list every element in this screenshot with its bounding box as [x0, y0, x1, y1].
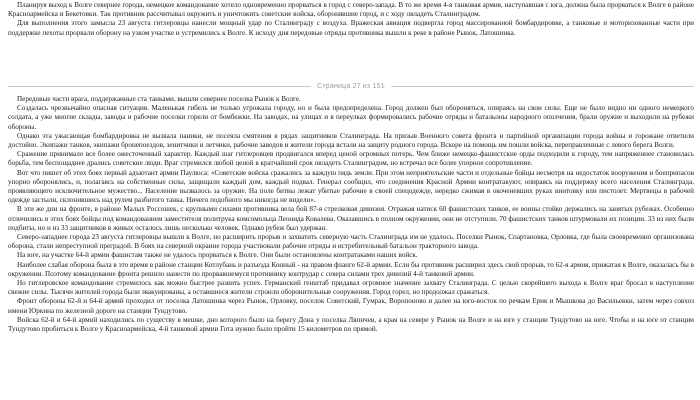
paragraph: Создалась чрезвычайно опасная ситуация. Маленькая гибель не только угрожала городу, но и была предопределена. Город должен был обороняться, опираясь на свои силы. Еще не было видно ни одного немецкого солдата, а уже многие склады, заводы и рабочие поселки горели от бомбежки. На заводах, на улицах и в переулках формировались рабочие отряды и батальоны народного ополчения, брали оружие и выходили на рубежи обороны. [8, 104, 694, 131]
paragraph: Наиболее слабая оборона была в это время в районе станции Котлубань и разъезда Конный - на правом фланге 62-й армии. Если бы противник расширил здесь свой прорыв, то 62-я армия, прижатая к Волге, оказалась бы в окружении. Поэтому командование фронта решило нанести по прорвавшемуся противнику контрудар с севера силами трех дивизий 4-й танковой армии. [8, 260, 694, 278]
text-block-top [8, 1, 694, 77]
paragraph: Планируя выход к Волге севернее города, немецкое командование хотело одновременно прорваться в город с северо-запада. В то же время 4-я танковая армия, наступавшая с юга, должна была прорваться к Волге в районе Красноармейска и Бекетовки. Так противник рассчитывал окружить и уничтожить советские войска, оборонявшие город, и с ходу овладеть Сталинградом. [8, 1, 694, 19]
paragraph: Но гитлеровское командование стремилось как можно быстрее развить успех. Германский генштаб придавал огромное значение захвату Сталинграда. С целью скорейшего выхода к Волге враг бросал в наступление свежие силы. Тысячи жителей города были эвакуированы, а оставшиеся жители строили оборонительные сооружения. Город горел, но продолжал сражаться. [8, 279, 694, 297]
page-indicator: Страница 27 из 151 [311, 81, 391, 92]
paragraph: Фронт обороны 62-й и 64-й армий проходил от поселка Латошинка через Рынок, Орловку, поселок Советский, Гумрак, Воропоново и далее на юго-восток по речкам Ерик и Мышкова до Васильевки, затем через совхоз имени Юркина по железной дороге на станции Тундутово. [8, 297, 694, 315]
paragraph: Вот что пишет об этих боях первый адъютант армии Паулюса: «Советские войска сражались за каждую пядь земли. При этом неприятельские части и отдельные бойцы несмотря на недостаток вооружения и боеприпасов упорно оборонялись, и, полагаясь на собственные силы, защищали каждый дом, каждый подвал. Генерал сообщил, что соединения Красной Армии контратакуют, опираясь на поддержку всего населения Сталинграда, проявляющего исключительное мужество... Население вызвалось за оружие. На поле битвы лежат убитые рабочие в своей спецодежде, нередко сжимая в окоченевших руках винтовку или пистолет. Мертвецы в рабочей одежде застыли, склонившись над рулем разбитого танка. Ничего подобного мы никогда не видели». [8, 168, 694, 205]
paragraph: Сражение принимало все более ожесточенный характер. Каждый шаг гитлеровцев продвигался вперед ценой огромных потерь. Чем ближе немецко-фашистские орды подходили к городу, тем напряженнее становилась борьба, тем беспощаднее дрались советские люди. Враг стремился любой ценой в кратчайший срок овладеть Сталинградом, но встречал все более упорное сопротивление. [8, 150, 694, 168]
paragraph: В эти же дни на фронте, в районе Малых Россошек, с крупными силами противника вела бой 87-я стрелковая дивизия. Отражая натиск 60 фашистских танков, ее воины стойко держались на занятых рубежах. Особенно отличились в этих боях бойцы под командованием заместителя политрука комсомольца Леонида Ковалева. Оказавшись в полном окружении, они не отступили. 70 фашистских танков штурмовали их позиции. 33 из них были подбиты, но и из 33 защитников в живых осталось лишь несколько человек. Однако рубеж был удержан. [8, 205, 694, 232]
paragraph: Северо-западнее города 23 августа гитлеровцы вышли к Волге, но расширить прорыв и захватить северную часть Сталинграда им не удалось. Поселки Рынок, Спартановка, Орловка, где была своевременно организована оборона, стали непреступной преградой. В боях на северной окраине города участвовали рабочие отряды и истребительный батальон тракторного завода. [8, 233, 694, 251]
text-block-bottom [8, 95, 694, 398]
page-separator [8, 81, 694, 92]
paragraph: Войска 62-й и 64-й армий находились по существу в мешке, дно которого было на берегу Дона у поселка Ляпичев, а края на севере у Рынок на Волге и на юге у станции Тундутово на юге. Чтобы и на юге от станции Тундутово пробиться к Волге у Красноармейска, 4-й танковой армии Гота нужно было пройти 15 километров по прямой. [8, 315, 694, 334]
paragraph: Однако эта ужасающая бомбардировка не вызвала паники, не посеяла смятения в рядах защитников Сталинграда. На призыв Военного совета фронта и партийной организации города войны и горожане ответили достойно. Экипажи танков, экипажи бронепоездов, зенитчики и летчики, рабочие заводов и жители города встали на защиту родного города. Вскоре на помощь им пошли войска, переправленные с левого берега Волги. [8, 131, 694, 150]
paragraph: На юге, на участке 64-й армии фашистам также не удалось прорваться к Волге. Они были остановлены контратаками наших войск. [17, 251, 418, 260]
paragraph: Передовые части врага, поддержанные ста танками, вышли севернее поселка Рынок к Волге. [17, 95, 301, 103]
paragraph: Для выполнения этого замысла 23 августа гитлеровцы нанесли мощный удар по Сталинграду с воздуха. Вражеская авиация подвергла город массированной бомбардировке, а танковые и моторизованные части при поддержке пехоты прорвали оборону на узком участке и устремились к Волге. К исходу дня передовые отряды противника вышли к реке в районе Рынок, Латошинка. [8, 19, 694, 37]
